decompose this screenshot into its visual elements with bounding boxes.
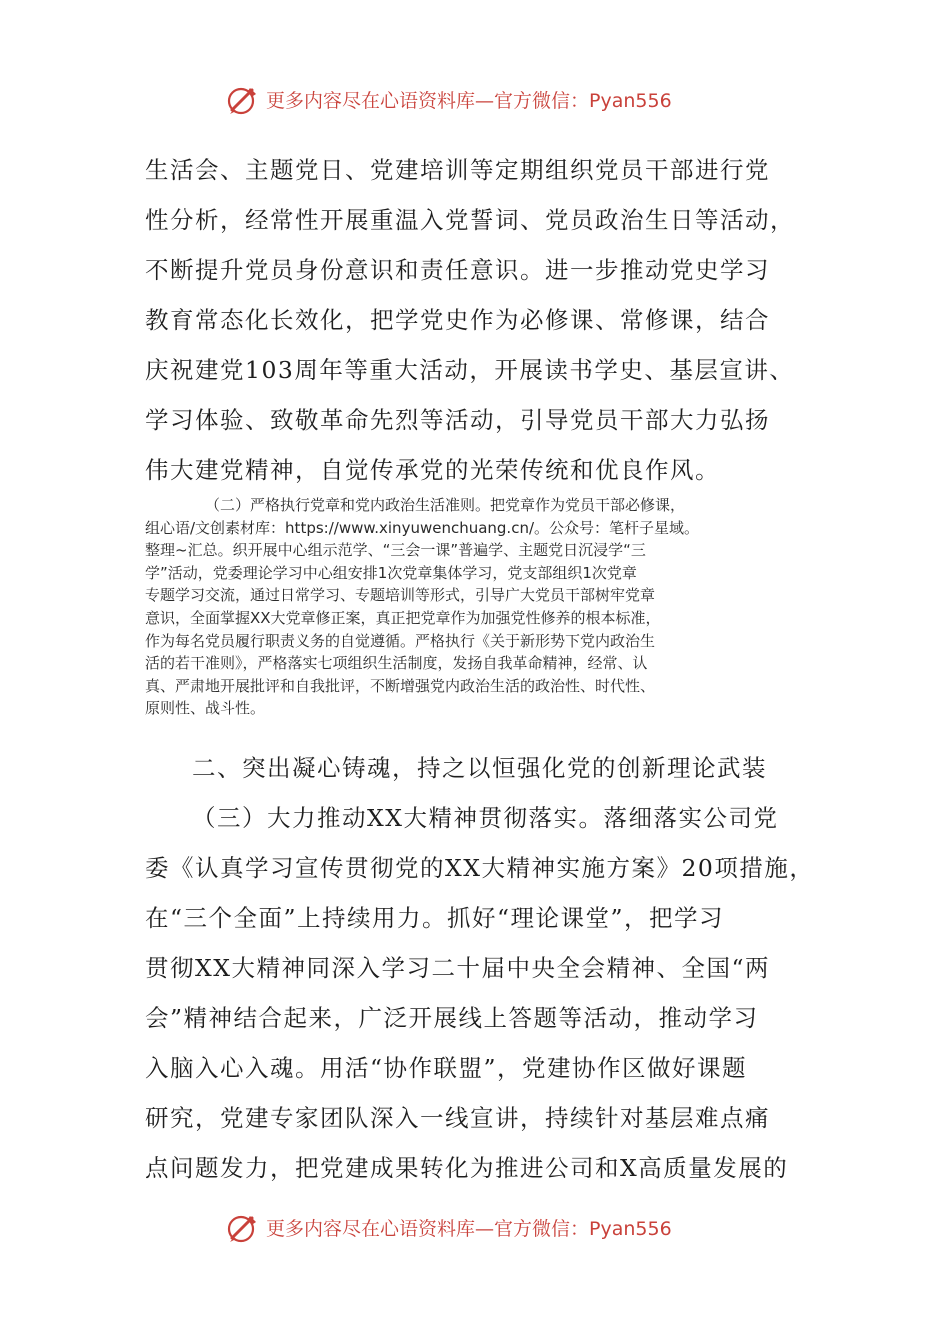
banner-title: 更多内容尽在心语资料库 <box>266 1218 476 1240</box>
pen-logo-icon <box>226 1212 260 1246</box>
small-line: 专题学习交流，通过日常学习、专题培训等形式，引导广大党员干部树牢党章 <box>145 586 656 605</box>
body-line: 伟大建党精神，自觉传承党的光荣传统和优良作风。 <box>145 456 720 484</box>
small-line: 原则性、战斗性。 <box>145 699 266 718</box>
small-line: 学”活动，党委理论学习中心组安排1次党章集体学习，党支部组织1次党章 <box>145 563 637 582</box>
body-line: 会”精神结合起来，广泛开展线上答题等活动，推动学习 <box>145 1004 759 1032</box>
small-line: 真、严肃地开展批评和自我批评，不断增强党内政治生活的政治性、时代性、 <box>145 676 656 695</box>
banner-text <box>266 1216 672 1242</box>
body-line: 性分析，经常性开展重温入党誓词、党员政治生日等活动， <box>145 206 795 234</box>
body-line: 贯彻XX大精神同深入学习二十届中央全会精神、全国“两 <box>145 954 770 982</box>
banner-dash: — <box>475 90 495 112</box>
banner-wechat-id: Pyan556 <box>589 1218 672 1240</box>
body-line: 研究，党建专家团队深入一线宣讲，持续针对基层难点痛 <box>145 1104 770 1132</box>
body-line: 在“三个全面”上持续用力。抓好“理论课堂”，把学习 <box>145 904 725 932</box>
small-line: 意识，全面掌握XX大党章修正案，真正把党章作为加强党性修养的根本标准， <box>145 608 661 627</box>
body-line: 庆祝建党103周年等重大活动，开展读书学史、基层宣讲、 <box>145 356 795 384</box>
pen-logo-icon <box>226 84 260 118</box>
small-line: 作为每名党员履行职责义务的自觉遵循。严格执行《关于新形势下党内政治生 <box>145 631 656 650</box>
small-paragraph <box>145 494 805 720</box>
banner-title: 更多内容尽在心语资料库 <box>266 90 476 112</box>
banner-wechat-id: Pyan556 <box>589 90 672 112</box>
body-line: 教育常态化长效化，把学党史作为必修课、常修课，结合 <box>145 306 770 334</box>
banner-wechat-label: 官方微信： <box>494 1218 590 1240</box>
banner-text <box>266 88 672 114</box>
body-line: 入脑入心入魂。用活“协作联盟”，党建协作区做好课题 <box>145 1054 748 1082</box>
body-line: 学习体验、致敬革命先烈等活动，引导党员干部大力弘扬 <box>145 406 770 434</box>
small-line: 组心语/文创素材库：https://www.xinyuwenchuang.cn/。公众号：笔杆子星域。 <box>145 518 700 537</box>
small-line: 整理~汇总。织开展中心组示范学、“三会一课”普遍学、主题党日沉浸学“三 <box>145 541 646 560</box>
body-line: 生活会、主题党日、党建培训等定期组织党员干部进行党 <box>145 156 770 184</box>
small-line: 活的若干准则》，严格落实七项组织生活制度，发扬自我革命精神，经常、认 <box>145 654 648 673</box>
footer-banner <box>0 1210 950 1250</box>
body-line: 委《认真学习宣传贯彻党的XX大精神实施方案》20项措施， <box>145 854 815 882</box>
body-line: 不断提升党员身份意识和责任意识。进一步推动党史学习 <box>145 256 770 284</box>
small-line: （二）严格执行党章和党内政治生活准则。把党章作为党员干部必修课， <box>205 496 686 514</box>
banner-wechat-label: 官方微信： <box>494 90 590 112</box>
banner-dash: — <box>475 1218 495 1240</box>
section-heading: 二、突出凝心铸魂，持之以恒强化党的创新理论武装 <box>192 754 767 782</box>
body-line: 点问题发力，把党建成果转化为推进公司和X高质量发展的 <box>145 1154 789 1182</box>
header-banner <box>0 82 950 122</box>
body-line: （三）大力推动XX大精神贯彻落实。落细落实公司党 <box>192 804 779 832</box>
